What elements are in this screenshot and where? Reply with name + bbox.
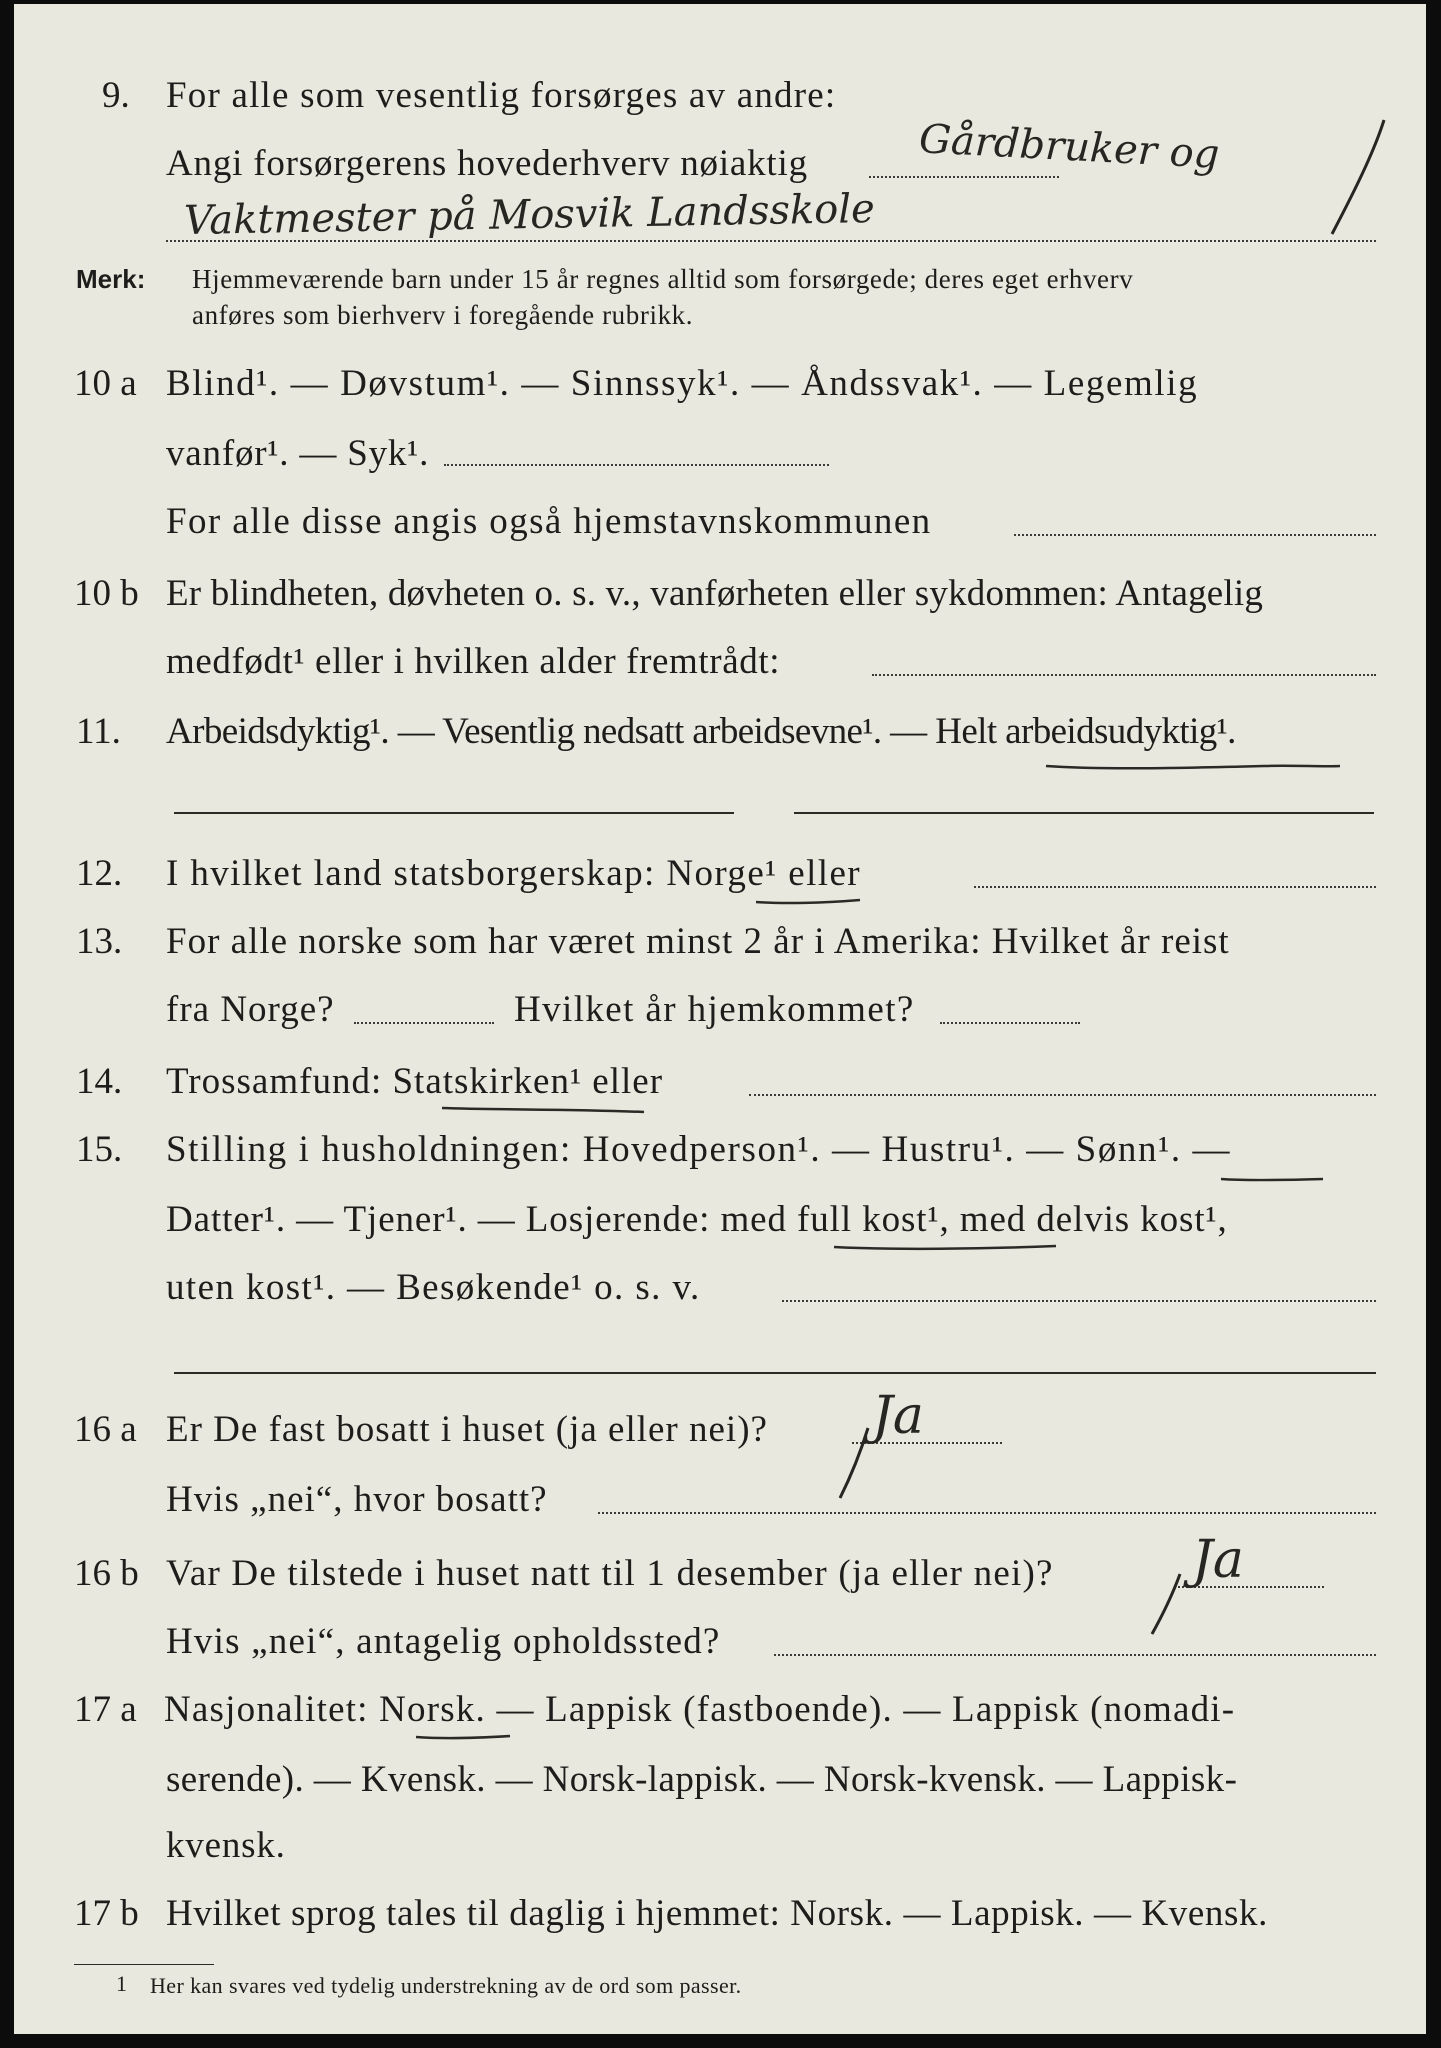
q14-answer-line <box>749 1094 1376 1096</box>
q10a-text-line2: vanfør¹. — Syk¹. <box>166 433 430 474</box>
q12-answer-line <box>974 886 1376 888</box>
q16a-text-line1: Er De fast bosatt i huset (ja eller nei)? <box>166 1409 768 1450</box>
q11-number: 11. <box>76 711 121 752</box>
q17b-number: 17 b <box>74 1893 139 1934</box>
q10a-text-line1: Blind¹. — Døvstum¹. — Sinnssyk¹. — Åndssvak¹. — Legemlig <box>166 363 1199 404</box>
census-form-page <box>14 4 1426 2034</box>
q10a-syk-answer-line <box>444 464 829 466</box>
q13-number: 13. <box>76 921 123 962</box>
q16a-number: 16 a <box>74 1409 137 1450</box>
q12-number: 12. <box>76 853 123 894</box>
q14-text-line1: Trossamfund: Statskirken¹ eller <box>166 1061 664 1102</box>
q17a-text-line2: serende). — Kvensk. — Norsk-lappisk. — Norsk-kvensk. — Lappisk- <box>166 1759 1238 1800</box>
merk-text-line2: anføres som bierhverv i foregående rubrikk. <box>192 300 694 330</box>
q16b-handwritten-answer: Ja <box>1192 1530 1244 1590</box>
q16a-text-line2: Hvis „nei“, hvor bosatt? <box>166 1479 548 1520</box>
statskirken-underline <box>440 1100 650 1120</box>
merk-label-text: Merk: <box>76 264 146 294</box>
q17b-text-line1: Hvilket sprog tales til daglig i hjemmet: Norsk. — Lappisk. — Kvensk. <box>166 1893 1268 1934</box>
q16b-number: 16 b <box>74 1553 139 1594</box>
sonn-underline <box>1219 1170 1329 1190</box>
q10a-number: 10 a <box>74 363 137 404</box>
q9-text-line2: Angi forsørgerens hovederhverv nøiaktig <box>166 143 808 184</box>
q15-text-line3: uten kost¹. — Besøkende¹ o. s. v. <box>166 1267 701 1308</box>
q11-answer-rule-left <box>174 812 734 814</box>
q14-number: 14. <box>76 1061 123 1102</box>
q10b-answer-line <box>872 674 1376 676</box>
norge-underline <box>754 892 864 912</box>
q15-number: 15. <box>76 1129 123 1170</box>
q16b-answer-tail <box>1146 1570 1186 1640</box>
q13-text-line2b: Hvilket år hjemkommet? <box>514 989 915 1030</box>
q9-handwritten-answer-line2: Vaktmester på Mosvik Landsskole <box>183 185 876 245</box>
q11-answer-rule-right <box>794 812 1374 814</box>
q16a-answer-tail <box>834 1424 874 1504</box>
q15-text-line2: Datter¹. — Tjener¹. — Losjerende: med full kost¹, med delvis kost¹, <box>166 1199 1228 1240</box>
q15-answer-rule <box>174 1372 1376 1374</box>
q10b-text-line2: medfødt¹ eller i hvilken alder fremtrådt: <box>166 641 781 682</box>
q11-text-line1: Arbeidsdyktig¹. — Vesentlig nedsatt arbeidsevne¹. — Helt arbeidsudyktig¹. <box>166 711 1236 752</box>
handwriting-flourish <box>1314 112 1394 242</box>
q16b-text-line2: Hvis „nei“, antagelig opholdssted? <box>166 1621 721 1662</box>
q9-number: 9. <box>102 75 130 116</box>
med-full-kost-underline <box>832 1238 1062 1258</box>
q10b-number: 10 b <box>74 573 139 614</box>
merk-label <box>76 262 145 296</box>
q15-text-line1: Stilling i husholdningen: Hovedperson¹. — Hustru¹. — Sønn¹. — <box>166 1129 1232 1170</box>
q17a-text-line1: Nasjonalitet: Norsk. — Lappisk (fastboende). — Lappisk (nomadi- <box>164 1689 1236 1730</box>
q10a-hjemstavn-answer-line <box>1014 534 1376 536</box>
q15-answer-line <box>782 1300 1376 1302</box>
q13-text-line2a: fra Norge? <box>166 989 335 1030</box>
q10a-text-line3: For alle disse angis også hjemstavnskommunen <box>166 501 932 542</box>
q13-reist-answer-line <box>354 1022 494 1024</box>
q9-handwritten-answer-line1: Gårdbruker og <box>918 116 1221 178</box>
footnote-text: Her kan svares ved tydelig understrekning av de ord som passer. <box>150 1973 742 1998</box>
helt-arbeidsudyktig-underline <box>1044 754 1344 778</box>
q17a-text-line3: kvensk. <box>166 1825 286 1866</box>
q16b-opholdssted-answer-line <box>774 1654 1376 1656</box>
q13-text-line1: For alle norske som har været minst 2 år i Amerika: Hvilket år reist <box>166 921 1230 962</box>
footnote-rule <box>74 1964 214 1965</box>
q16a-handwritten-answer: Ja <box>872 1386 924 1446</box>
q13-hjemkommet-answer-line <box>940 1022 1080 1024</box>
footnote-mark: 1 <box>116 1971 127 1996</box>
q10b-text-line1: Er blindheten, døvheten o. s. v., vanførheten eller sykdommen: Antagelig <box>166 573 1264 614</box>
q9-answer-line <box>869 176 1059 178</box>
q16b-text-line1: Var De tilstede i huset natt til 1 desember (ja eller nei)? <box>166 1553 1054 1594</box>
merk-text-line1: Hjemmeværende barn under 15 år regnes alltid som forsørgede; deres eget erhverv <box>192 264 1134 294</box>
q16a-bosatt-answer-line <box>598 1512 1376 1514</box>
q9-text-line1: For alle som vesentlig forsørges av andre: <box>166 75 837 116</box>
norsk-underline <box>414 1728 514 1748</box>
q12-text-line1: I hvilket land statsborgerskap: Norge¹ eller <box>166 853 862 894</box>
q17a-number: 17 a <box>74 1689 137 1730</box>
